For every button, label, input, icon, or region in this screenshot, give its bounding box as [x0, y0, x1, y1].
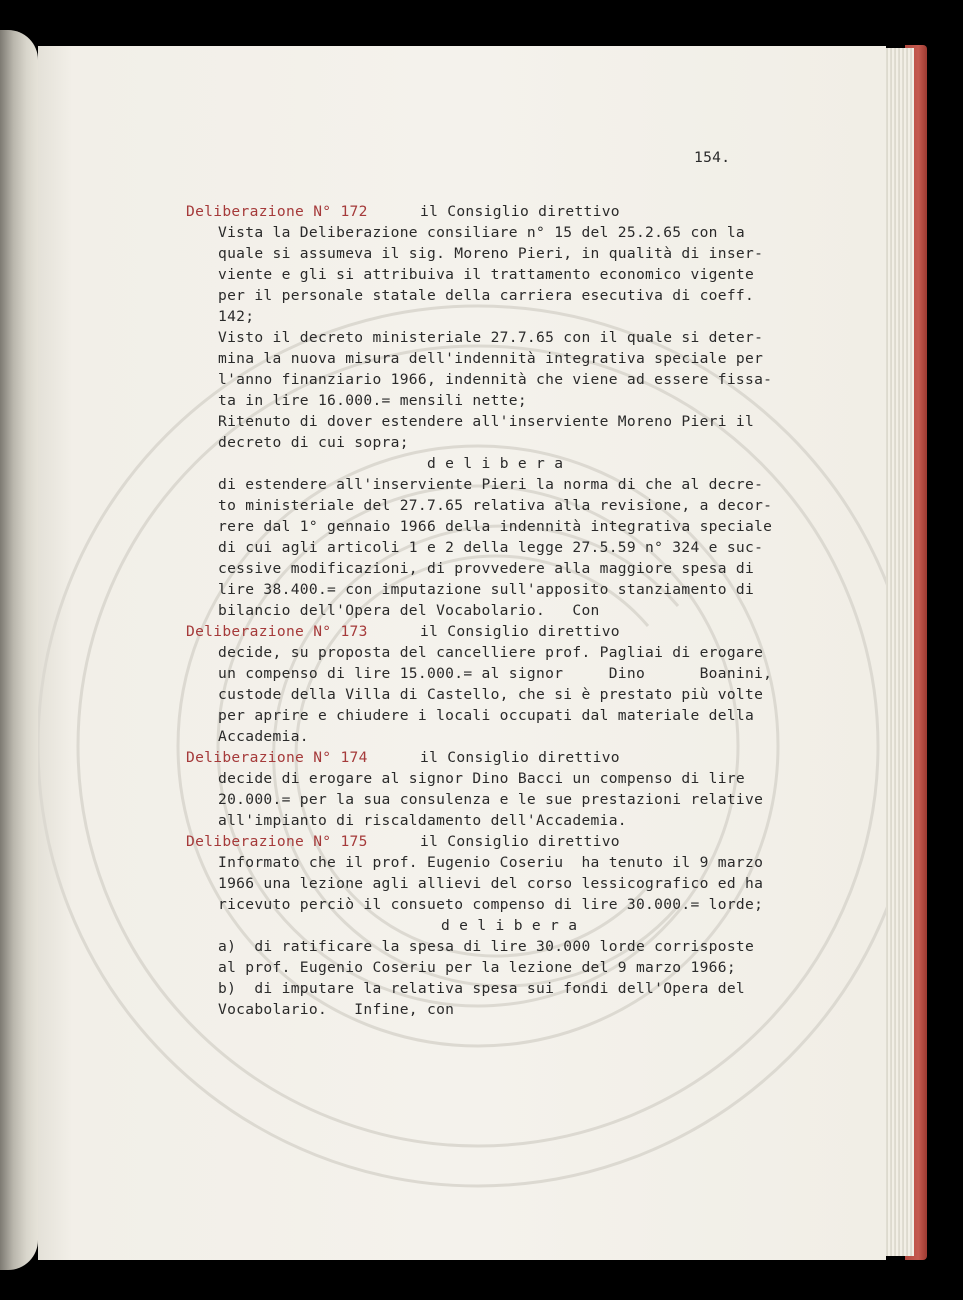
deliberation-heading: Deliberazione N° 173: [186, 623, 368, 640]
deliberation-heading: Deliberazione N° 174: [186, 749, 368, 766]
text-line: b) di imputare la relativa spesa sui fondi dell'Opera del: [218, 980, 745, 997]
text-line: un compenso di lire 15.000.= al signor Dino Boanini,: [218, 665, 773, 682]
text-line: d e l i b e r a: [441, 917, 578, 934]
text-line: il Consiglio direttivo: [420, 749, 620, 766]
text-line: il Consiglio direttivo: [420, 623, 620, 640]
text-line: d e l i b e r a: [427, 455, 564, 472]
text-line: ta in lire 16.000.= mensili nette;: [218, 392, 527, 409]
text-line: quale si assumeva il sig. Moreno Pieri, in qualità di inser-: [218, 245, 764, 262]
deliberation-heading: Deliberazione N° 175: [186, 833, 368, 850]
text-line: decide di erogare al signor Dino Bacci un compenso di lire: [218, 770, 745, 787]
text-line: decreto di cui sopra;: [218, 434, 409, 451]
text-line: bilancio dell'Opera del Vocabolario. Con: [218, 602, 600, 619]
text-line: rere dal 1° gennaio 1966 della indennità integrativa speciale: [218, 518, 773, 535]
text-line: il Consiglio direttivo: [420, 833, 620, 850]
text-line: lire 38.400.= con imputazione sull'apposito stanziamento di: [218, 581, 755, 598]
text-line: 1966 una lezione agli allievi del corso lessicografico ed ha: [218, 875, 764, 892]
text-line: all'impianto di riscaldamento dell'Accademia.: [218, 812, 627, 829]
text-line: Accademia.: [218, 728, 309, 745]
text-line: Informato che il prof. Eugenio Coseriu ha tenuto il 9 marzo: [218, 854, 764, 871]
facing-page-edge: [0, 30, 38, 1270]
text-line: al prof. Eugenio Coseriu per la lezione del 9 marzo 1966;: [218, 959, 736, 976]
text-line: cessive modificazioni, di provvedere alla maggiore spesa di: [218, 560, 755, 577]
text-line: 20.000.= per la sua consulenza e le sue prestazioni relative: [218, 791, 764, 808]
text-line: di estendere all'inserviente Pieri la norma di che al decre-: [218, 476, 764, 493]
text-line: viente e gli si attribuiva il trattamento economico vigente: [218, 266, 755, 283]
page-number: 154.: [694, 149, 731, 166]
text-line: mina la nuova misura dell'indennità integrativa speciale per: [218, 350, 764, 367]
text-line: il Consiglio direttivo: [420, 203, 620, 220]
text-line: custode della Villa di Castello, che si è prestato più volte: [218, 686, 764, 703]
text-line: per il personale statale della carriera esecutiva di coeff.: [218, 287, 755, 304]
text-line: l'anno finanziario 1966, indennità che viene ad essere fissa-: [218, 371, 773, 388]
text-line: a) di ratificare la spesa di lire 30.000 lorde corrisposte: [218, 938, 755, 955]
text-line: 142;: [218, 308, 255, 325]
text-line: Visto il decreto ministeriale 27.7.65 con il quale si deter-: [218, 329, 764, 346]
deliberation-heading: Deliberazione N° 172: [186, 203, 368, 220]
text-line: per aprire e chiudere i locali occupati dal materiale della: [218, 707, 755, 724]
text-line: Vocabolario. Infine, con: [218, 1001, 455, 1018]
text-line: Ritenuto di dover estendere all'inserviente Moreno Pieri il: [218, 413, 755, 430]
text-line: ricevuto perciò il consueto compenso di lire 30.000.= lorde;: [218, 896, 764, 913]
text-line: to ministeriale del 27.7.65 relativa alla revisione, a decor-: [218, 497, 773, 514]
text-line: di cui agli articoli 1 e 2 della legge 27.5.59 n° 324 e suc-: [218, 539, 764, 556]
text-line: Vista la Deliberazione consiliare n° 15 del 25.2.65 con la: [218, 224, 745, 241]
text-line: decide, su proposta del cancelliere prof. Pagliai di erogare: [218, 644, 764, 661]
